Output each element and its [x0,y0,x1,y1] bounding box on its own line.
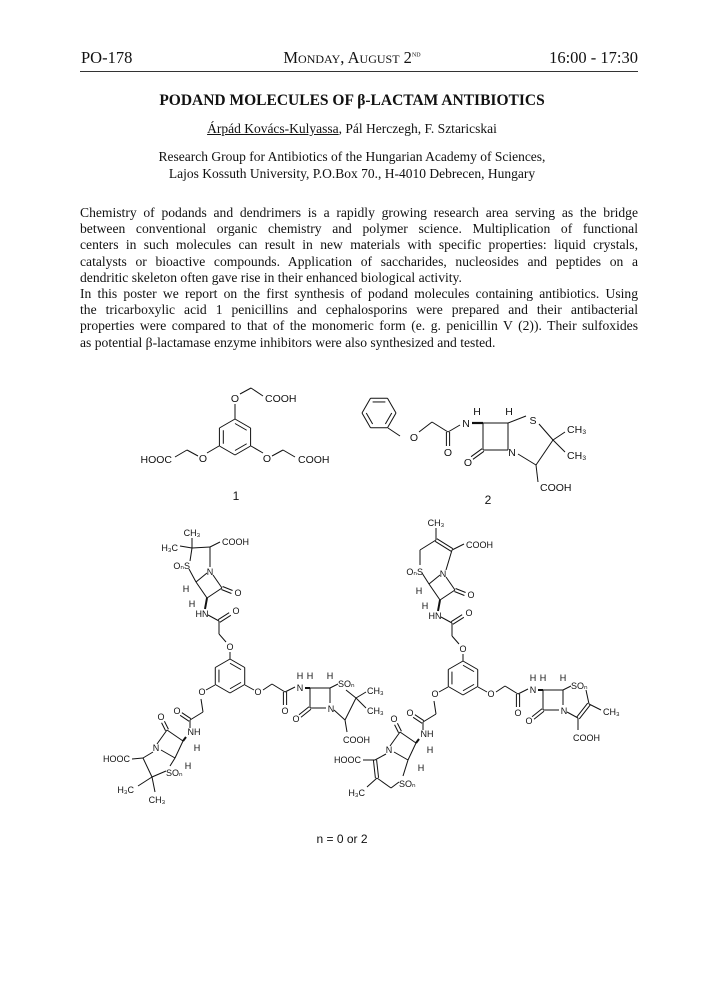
atom-label: N [385,745,393,755]
bond [473,451,484,459]
atom-label: O [157,712,165,722]
atom-label: SOₙ [166,768,183,778]
bond [434,701,436,714]
atom-label: H [296,671,304,681]
bond [162,723,166,731]
atom-label: H [505,406,513,418]
session-day-suffix: nd [411,49,421,59]
atom-label: HN [195,609,209,619]
abstract-line: the tricarboxylic acid 1 penicillins and cephalosporins were prepared and their antibacterial [80,302,638,318]
atom-label: H [559,673,567,683]
session-day-text: Monday, August 2 [283,48,412,67]
atom-label: COOH [466,540,493,550]
paper-title: PODAND MOLECULES OF β-LACTAM ANTIBIOTICS [159,92,545,109]
atom-label: O [292,714,300,724]
bond [408,743,416,760]
co-authors: , Pál Herczegh, F. Sztaricskai [338,121,497,136]
bond [390,732,400,746]
atom-label: O [173,706,181,716]
atom-label: COOH [222,537,249,547]
atom-label: H [193,743,201,753]
atom-label: HN [428,611,442,621]
bond [207,588,222,598]
bond [394,752,408,760]
bond [345,698,356,720]
bond [403,760,408,776]
bond [429,575,440,584]
bond [219,419,235,428]
bond [452,636,459,644]
atom-label: O [232,606,240,616]
atom-label: OₙS [406,567,423,577]
bond [400,732,416,743]
bond [183,737,186,741]
bond [251,388,263,396]
atom-label: N [462,418,470,430]
bond [192,547,210,548]
atom-label: SOₙ [571,681,588,691]
atom-label: O [230,393,240,405]
atom-label: H [306,671,314,681]
atom-label: COOH [573,733,600,743]
affiliation-line: Research Group for Antibiotics of the Hungarian Academy of Sciences, [158,149,546,164]
bond [220,615,231,622]
atom-label: O [514,708,522,718]
bond [207,446,219,453]
bond [422,573,429,584]
bond [429,584,440,600]
bond [439,687,448,692]
atom-label: O [463,457,473,469]
bond [589,704,601,710]
bond [283,450,295,457]
atom-label: O [525,716,533,726]
bond [221,589,231,593]
bond [299,707,309,715]
bond [423,714,436,722]
bond [448,661,463,670]
bond [397,723,401,731]
figure-footnote [316,832,367,846]
bond [471,449,482,457]
atom-label: O [226,642,234,652]
abstract-line: centers in such molecules can result in new materials with specific properties: liquid crystals, [80,237,638,253]
bond [438,600,440,611]
abstract-line: Chemistry of podands and dendrimers is a rapidly growing research area serving as the bridge [80,205,638,220]
bond [161,750,175,758]
bond [532,709,542,717]
atom-label: O [406,708,414,718]
atom-label: N [439,569,447,579]
bond [452,544,464,550]
bond [478,687,487,692]
bond [240,388,251,394]
bond [189,569,196,582]
atom-label: H [539,673,547,683]
affiliation-line: Lajos Kossuth University, P.O.Box 70., H-4010 Debrecen, Hungary [168,166,536,181]
abstract-line: catalysts or bioactive compounds. Application of saccharides, nucleosides and peptides on a [80,253,638,269]
atom-label: O [234,588,242,598]
bond [219,446,235,455]
atom-label: N [529,685,537,695]
bond [367,778,377,787]
atom-label: COOH [343,735,370,745]
bond [463,661,478,670]
atom-label: CH₃ [427,518,445,528]
bond [272,684,285,692]
bond [448,687,463,696]
bond [377,778,391,788]
atom-label: OₙS [173,561,190,571]
bond [215,685,230,694]
bond [167,730,183,741]
atom-label: H [426,745,434,755]
bond [196,573,207,582]
atom-label: CH₃ [367,686,384,696]
bond [395,725,399,733]
bond [518,454,536,465]
bond [170,758,175,766]
atom-label: O [431,689,439,699]
atom-label: COOH [265,393,297,405]
bond [440,590,455,600]
bond [219,634,226,642]
bond [201,699,203,712]
bond [388,413,397,428]
bond [334,710,345,720]
bond [345,720,347,732]
bond [138,777,152,786]
bond [301,709,311,717]
bond [362,398,371,413]
atom-label: O [281,706,289,716]
bond [536,465,538,482]
bond [463,687,478,696]
bond [456,589,466,593]
bond [451,615,462,622]
bond [235,446,251,455]
bond [375,754,386,760]
bond [230,659,245,668]
bond [132,758,143,759]
bond [152,777,155,792]
atom-label: N [296,683,304,693]
bond [143,758,152,777]
atom-label: COOH [540,482,572,494]
bond [388,428,400,436]
compound-1 [141,388,330,503]
bond [218,613,229,620]
atom-label: SOₙ [399,779,416,789]
atom-label: O [254,687,262,697]
atom-label: H [326,671,334,681]
atom-label: CH₃ [603,707,620,717]
poster-code: PO-178 [81,48,133,67]
atom-label: O [467,590,475,600]
atom-label: CH₃ [367,706,384,716]
atom-label: O [198,687,206,697]
bond [362,413,371,428]
atom-label: O [409,432,419,444]
atom-label: O [465,608,473,618]
abstract-line: between conventional organic chemistry and polymer science. Multiplication of functional [80,221,638,237]
bond [432,422,448,432]
bond [377,760,379,778]
bond [536,440,553,465]
atom-label: O [487,689,495,699]
atom-label: HOOC [140,454,172,466]
bond [388,398,397,413]
atom-label: H [184,761,192,771]
bond [446,577,455,590]
bond [272,450,283,456]
compound-2 [362,398,586,507]
atom-label: H [188,599,196,609]
bond [563,686,571,690]
bond [235,419,251,428]
atom-label: 2 [484,493,492,507]
bond [164,721,168,729]
atom-label: HOOC [334,755,361,765]
abstract-line: as potential β-lactamase enzyme inhibitors were also synthesized and tested. [80,334,496,350]
atom-label: H₃C [117,785,134,795]
atom-label: COOH [298,454,330,466]
atom-label: H₃C [348,788,365,798]
bond [356,692,366,698]
bond [152,771,166,777]
presenting-author: Árpád Kovács-Kulyassa [207,121,339,136]
atom-label: H [473,406,481,418]
bond [175,450,187,457]
bond [190,548,192,561]
bond [213,575,222,588]
bond [416,739,419,743]
bond [553,440,565,452]
atom-label: H [415,586,423,596]
bond [496,686,505,692]
bond [446,550,452,570]
atom-label: NH [420,729,434,739]
bond [567,712,578,718]
bond [206,685,215,690]
atom-label: CH₃ [567,424,587,436]
bond [187,450,198,456]
bond [223,587,233,591]
atom-label: H [182,584,190,594]
bond [453,617,464,624]
session-time: 16:00 - 17:30 [549,48,638,67]
bond [534,711,544,719]
atom-label: N [508,447,516,459]
bond [505,686,518,694]
bond [373,760,375,778]
bond [553,432,565,440]
bond [143,752,153,758]
bond [245,685,254,690]
atom-label: n = 0 or 2 [316,832,368,846]
bond [196,582,207,598]
atom-label: S [529,415,537,427]
atom-label: N [560,706,568,716]
bond [263,684,272,690]
bond [419,422,432,432]
atom-label: 1 [232,489,240,503]
bond [330,684,338,688]
bond [230,685,245,694]
bond [175,741,183,758]
atom-label: O [198,453,208,465]
atom-label: H₃C [161,543,178,553]
bond [356,698,366,708]
atom-label: N [327,704,335,714]
atom-label: O [459,644,467,654]
abstract-line: In this poster we report on the first synthesis of podand molecules containing antibiotics. Using [80,286,638,302]
bond [346,690,356,698]
atom-label: H [417,763,425,773]
bond [539,424,553,440]
bond [518,689,528,694]
atom-label: O [443,447,453,459]
atom-label: NH [187,727,201,737]
bond [208,615,219,621]
bond [448,425,460,432]
atom-label: H [529,673,537,683]
bond [180,546,192,548]
abstract-line: dendritic skeleton often gave rise in their enhanced biological activity. [80,269,462,285]
bond [420,540,436,550]
atom-label: N [152,743,160,753]
bond [215,659,230,668]
atom-label: N [206,567,214,577]
atom-label: CH₃ [148,795,166,805]
bond [586,690,589,704]
abstract-line: properties were compared to that of the monomeric form (e. g. penicillin V (2)). Their sulfoxides [80,318,638,334]
bond [205,598,207,609]
atom-label: HOOC [103,754,130,764]
bond [251,446,263,453]
bond [190,712,203,720]
atom-label: CH₃ [567,450,587,462]
bond [285,687,295,692]
bond [454,591,464,595]
atom-label: CH₃ [183,528,201,538]
atom-label: O [262,453,272,465]
atom-label: H [421,601,429,611]
cephalosporin-podand [334,518,620,798]
bond [157,730,167,744]
atom-label: O [390,714,398,724]
bond [441,617,452,623]
bond [391,782,399,788]
atom-label: SOₙ [338,679,355,689]
bond [210,542,220,547]
